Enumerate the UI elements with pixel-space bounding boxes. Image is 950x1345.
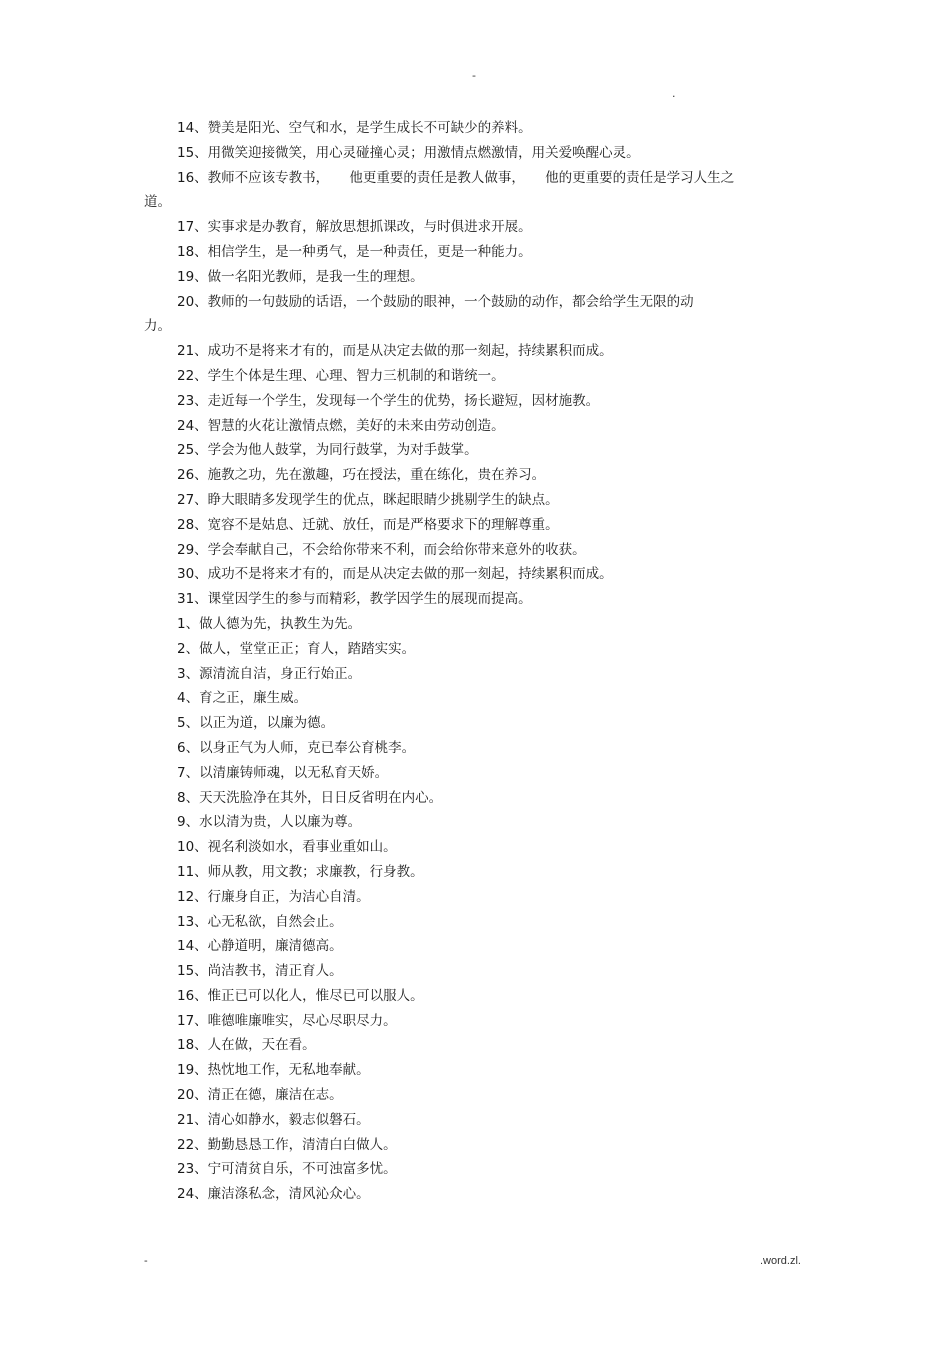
text-line: 17、唯德唯廉唯实，尽心尽职尽力。 bbox=[177, 1012, 397, 1029]
text-line: 19、热忱地工作，无私地奉献。 bbox=[177, 1062, 370, 1079]
text-line: 2、做人，堂堂正正；育人，踏踏实实。 bbox=[177, 640, 416, 657]
text-line: 29、学会奉献自己，不会给你带来不利，而会给你带来意外的收获。 bbox=[177, 541, 586, 558]
text-line: 31、课堂因学生的参与而精彩，教学因学生的展现而提高。 bbox=[177, 591, 532, 608]
text-line: 26、施教之功，先在激趣，巧在授法，重在练化，贵在养习。 bbox=[177, 467, 546, 484]
text-line: 17、实事求是办教育，解放思想抓课改，与时俱进求开展。 bbox=[177, 219, 532, 236]
text-line: 14、心静道明，廉清德高。 bbox=[177, 938, 343, 955]
text-line: 25、学会为他人鼓掌，为同行鼓掌，为对手鼓掌。 bbox=[177, 442, 478, 459]
text-line: 21、成功不是将来才有的，而是从决定去做的那一刻起，持续累积而成。 bbox=[177, 343, 613, 360]
text-line: 21、清心如静水，毅志似磐石。 bbox=[177, 1111, 370, 1128]
text-line: 22、勤勤恳恳工作，清清白白做人。 bbox=[177, 1136, 397, 1153]
text-line: 27、睁大眼睛多发现学生的优点，眯起眼睛少挑剔学生的缺点。 bbox=[177, 491, 559, 508]
text-line: 22、学生个体是生理、心理、智力三机制的和谐统一。 bbox=[177, 367, 505, 384]
text-line: 20、清正在德，廉洁在志。 bbox=[177, 1087, 343, 1104]
text-line: 3、源清流自洁，身正行始正。 bbox=[177, 665, 362, 682]
text-line: 6、以身正气为人师，克已奉公育桃李。 bbox=[177, 739, 416, 756]
text-line: 5、以正为道，以廉为德。 bbox=[177, 715, 335, 732]
text-line: 16、教师不应该专教书， 他更重要的责任是教人做事， 他的更重要的责任是学习人生之 bbox=[177, 169, 735, 186]
text-line: 18、人在做，天在看。 bbox=[177, 1037, 316, 1054]
text-line: 15、尚洁教书，清正育人。 bbox=[177, 963, 343, 980]
text-line: 16、惟正已可以化人，惟尽已可以服人。 bbox=[177, 987, 424, 1004]
header-right-mark: . bbox=[672, 87, 676, 100]
footer-right-text: .word.zl. bbox=[760, 1255, 801, 1267]
text-line: 13、心无私欲，自然会止。 bbox=[177, 913, 343, 930]
text-line: 11、师从教，用文教；求廉教，行身教。 bbox=[177, 863, 424, 880]
text-line: 30、成功不是将来才有的，而是从决定去做的那一刻起，持续累积而成。 bbox=[177, 566, 613, 583]
text-line: 23、走近每一个学生，发现每一个学生的优势，扬长避短，因材施教。 bbox=[177, 392, 600, 409]
text-line: 9、水以清为贵，人以廉为尊。 bbox=[177, 814, 362, 831]
text-line: 7、以清廉铸师魂，以无私育天娇。 bbox=[177, 764, 389, 781]
text-line: 1、做人德为先，执教生为先。 bbox=[177, 615, 362, 632]
text-line: 14、赞美是阳光、空气和水，是学生成长不可缺少的养料。 bbox=[177, 120, 532, 136]
text-line: 12、行廉身自正，为洁心自清。 bbox=[177, 888, 370, 905]
header-left-mark: - bbox=[472, 69, 476, 82]
text-line: 18、相信学生，是一种勇气，是一种责任，更是一种能力。 bbox=[177, 243, 532, 260]
text-line: 23、宁可清贫自乐，不可浊富多忧。 bbox=[177, 1161, 397, 1178]
text-line: 力。 bbox=[144, 318, 171, 335]
text-line: 4、育之正，廉生威。 bbox=[177, 690, 308, 707]
text-line: 28、宽容不是姑息、迁就、放任，而是严格要求下的理解尊重。 bbox=[177, 516, 559, 533]
footer-left-mark: - bbox=[144, 1255, 148, 1267]
document-body bbox=[144, 116, 804, 1207]
text-line: 19、做一名阳光教师，是我一生的理想。 bbox=[177, 268, 424, 285]
text-line: 20、教师的一句鼓励的话语，一个鼓励的眼神，一个鼓励的动作，都会给学生无限的动 bbox=[177, 293, 694, 310]
text-line: 10、视名利淡如水，看事业重如山。 bbox=[177, 839, 397, 856]
text-line: 道。 bbox=[144, 194, 171, 211]
text-line: 15、用微笑迎接微笑，用心灵碰撞心灵；用激情点燃激情，用关爱唤醒心灵。 bbox=[177, 144, 640, 161]
text-line: 8、天天洗脸净在其外，日日反省明在内心。 bbox=[177, 789, 443, 806]
text-line: 24、廉洁涤私念，清风沁众心。 bbox=[177, 1186, 370, 1203]
text-line: 24、智慧的火花让激情点燃，美好的未来由劳动创造。 bbox=[177, 417, 505, 434]
